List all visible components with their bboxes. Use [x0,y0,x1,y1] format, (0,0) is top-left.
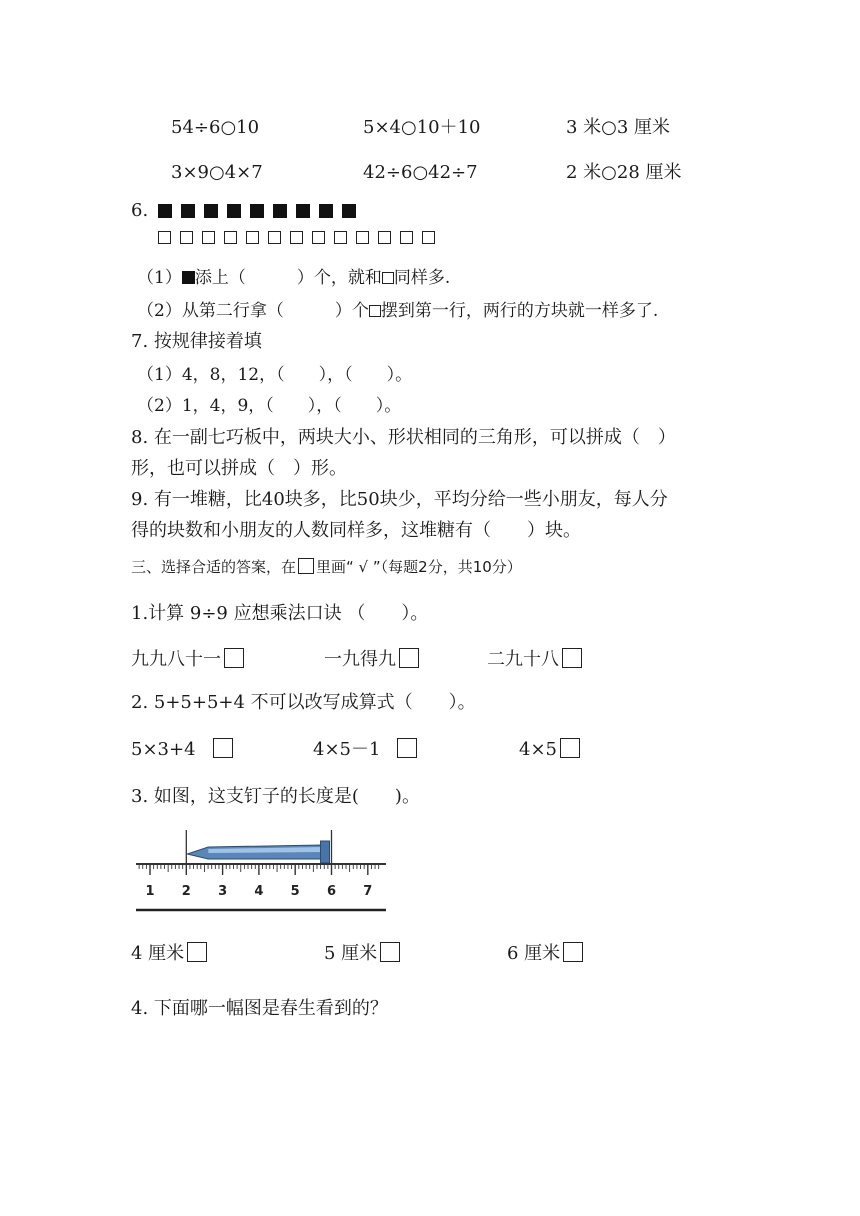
filled-square [158,204,172,218]
ruler-figure [134,828,390,916]
answer-checkbox[interactable] [563,942,583,962]
s3q2-option-2 [313,738,417,761]
filled-square [250,204,264,218]
q6-sub1-end: 同样多. [393,268,451,288]
q6-sub1 [137,267,450,289]
q7-line1: （1）4，8，12，（ ），（ ）。 [137,365,413,385]
ruler-label: 1 [145,884,155,899]
q6-sub2-end: 摆到第一行，两行的方块就一样多了. [380,301,659,321]
answer-checkbox[interactable] [187,942,207,962]
empty-square [202,231,215,244]
option-label: 九九八十一 [131,649,221,670]
answer-checkbox[interactable] [397,738,417,758]
q7-line2: （2）1，4，9，（ ），（ ）。 [137,396,402,416]
filled-square-row [158,200,365,222]
s3q1-option-3 [487,648,582,671]
section3-heading [131,557,522,577]
section3-heading-b: 里画“ √ ”（每题2分，共10分） [316,558,522,576]
option-label: 4 厘米 [131,943,185,964]
s3q3-option-1 [131,942,207,965]
filled-square [319,204,333,218]
s3q1-question: 1.计算 9÷9 应想乘法口诀 （ ）。 [131,603,429,624]
option-label: 4×5 [519,739,557,760]
empty-square [356,231,369,244]
ruler-label: 7 [363,884,373,899]
s3q2-question: 2. 5+5+5+4 不可以改写成算式（ ）。 [131,692,476,713]
q9-line1: 9. 有一堆糖，比40块多，比50块少，平均分给一些小朋友，每人分 [131,489,668,510]
s3q1-option-2 [324,648,419,671]
empty-square [422,231,435,244]
compare-1-3: 3 米○3 厘米 [566,117,671,138]
answer-checkbox[interactable] [380,942,400,962]
answer-checkbox[interactable] [213,738,233,758]
q6-number: 6. [131,200,149,221]
q8-line1: 8. 在一副七巧板中，两块大小、形状相同的三角形，可以拼成（ ） [131,427,676,448]
s3q3-question: 3. 如图，这支钉子的长度是( )。 [131,786,420,807]
answer-checkbox[interactable] [560,738,580,758]
q9-line2: 得的块数和小朋友的人数同样多，这堆糖有（ ）块。 [131,520,581,541]
empty-square-icon [382,272,394,284]
empty-square [290,231,303,244]
ruler-label: 4 [254,884,264,899]
q6-sub2 [137,300,658,322]
option-label: 5×3+4 [131,739,196,760]
s3q3-option-3 [507,942,583,965]
empty-square [158,231,171,244]
s3q2-option-1 [131,738,233,761]
q7-title: 7. 按规律接着填 [131,331,262,352]
ruler-label: 5 [290,884,300,899]
empty-square [378,231,391,244]
compare-1-2: 5×4○10＋10 [363,117,481,138]
answer-checkbox[interactable] [399,648,419,668]
empty-square [180,231,193,244]
compare-2-3: 2 米○28 厘米 [566,162,682,183]
option-label: 4×5－1 [313,739,381,760]
filled-square [296,204,310,218]
option-label: 5 厘米 [324,943,378,964]
q6-sub1-number: （1） [137,268,182,288]
s3q2-option-3 [519,738,580,761]
option-label: 6 厘米 [507,943,561,964]
empty-square [334,231,347,244]
q6-sub1-text: 添上（ ）个，就和 [194,268,382,288]
ruler-label: 2 [181,884,191,899]
s3q3-option-2 [324,942,400,965]
option-label: 一九得九 [324,649,396,670]
filled-square [204,204,218,218]
filled-square-icon [182,271,195,284]
empty-square [400,231,413,244]
nail-head [321,841,330,863]
section3-heading-a: 三、选择合适的答案，在 [131,558,297,576]
answer-checkbox[interactable] [224,648,244,668]
option-label: 二九十八 [487,649,559,670]
empty-square [268,231,281,244]
compare-1-1: 54÷6○10 [171,117,260,138]
ruler-label: 3 [218,884,228,899]
empty-square [312,231,325,244]
filled-square [181,204,195,218]
q8-line2: 形，也可以拼成（ ）形。 [131,458,347,479]
compare-2-1: 3×9○4×7 [171,162,263,183]
empty-square-row [158,226,444,248]
answer-checkbox[interactable] [562,648,582,668]
s3q1-option-1 [131,648,244,671]
filled-square [227,204,241,218]
filled-square [342,204,356,218]
empty-square-icon [369,305,381,317]
s3q4-question: 4. 下面哪一幅图是春生看到的？ [131,998,388,1019]
checkbox-icon [298,558,314,574]
q6-sub2-text: （2）从第二行拿（ ）个 [137,301,369,321]
empty-square [246,231,259,244]
compare-2-2: 42÷6○42÷7 [363,162,478,183]
ruler-label: 6 [326,884,337,899]
empty-square [224,231,237,244]
filled-square [273,204,287,218]
